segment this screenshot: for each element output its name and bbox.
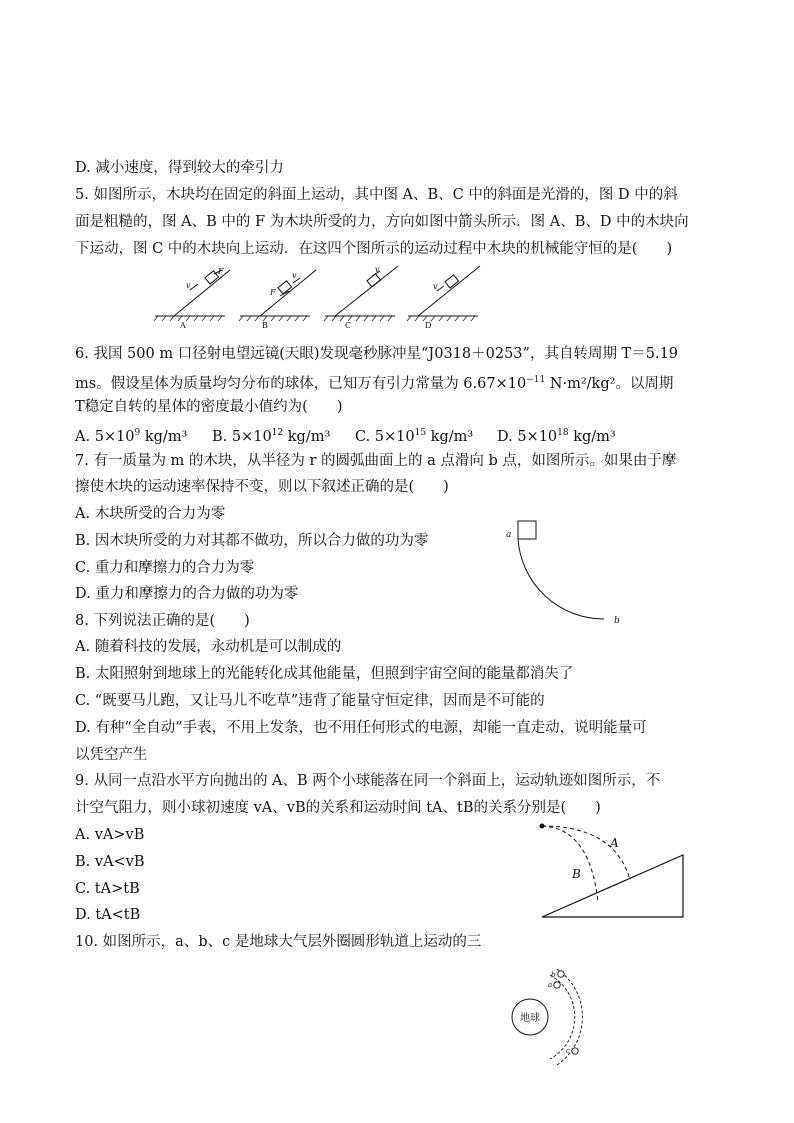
q9-option-a: A. vA>vB [75, 827, 145, 843]
q5-fig-a-velocity-label: v [186, 281, 191, 290]
q6-option-d: D. $5\times 10^{18}$ kg/m³ [497, 428, 616, 445]
q6-stem-line3: T稳定自转的星体的密度最小值约为( ) [75, 399, 343, 415]
q5-fig-c-velocity-label: v [375, 265, 380, 274]
q9-option-b: B. vA<vB [75, 854, 145, 870]
q10-orbit-figure [505, 965, 605, 1065]
q5-fig-label-b: B [262, 321, 268, 330]
q8-option-a: A. 随着科技的发展，永动机是可以制成的 [75, 639, 342, 655]
q5-fig-a-force-label: F [218, 267, 224, 276]
q9-stem-line2: 计空气阻力，则小球初速度 vA、vB的关系和运动时间 tA、tB的关系分别是( ) [75, 800, 601, 816]
q5-fig-b-force-label: F [270, 288, 276, 297]
q10-satellite-a [554, 982, 560, 988]
q7-option-b: B. 因木块所受的力对其都不做功，所以合力做的功为零 [75, 533, 429, 549]
q9-option-c: C. tA>tB [75, 881, 140, 897]
q9-option-d: D. tA<tB [75, 907, 141, 923]
q8-option-b: B. 太阳照射到地球上的光能转化成其他能量，但照到宇宙空间的能量都消失了 [75, 666, 574, 682]
q5-fig-label-d: D [425, 321, 432, 330]
q10-label-b: b [551, 971, 556, 979]
q8-stem: 8. 下列说法正确的是( ) [75, 613, 250, 629]
q5-stem-line3: 下运动，图 C 中的木块向上运动．在这四个图所示的运动过程中木块的机械能守恒的是( ) [75, 241, 673, 257]
q7-arc-figure [500, 515, 630, 625]
q9-label-a: A [610, 836, 619, 850]
q5-fig-label-a: A [180, 321, 186, 330]
q7-stem-line2: 擦使木块的运动速率保持不变，则以下叙述正确的是( ) [75, 479, 449, 495]
q10-satellite-c [572, 1048, 578, 1054]
q5-stem-line2: 面是粗糙的，图 A、B 中的 F 为木块所受的力，方向如图中箭头所示．图 A、B、D 中的木块向 [75, 214, 689, 230]
q6-stem-line2: ms。假设星体为质量均匀分布的球体，已知万有引力常量为 $6.67\times 10^{-11}$ N·m²/kg²。以周期 [75, 375, 674, 392]
q9-label-b: B [572, 867, 581, 881]
q10-stem-line1: 10. 如图所示，a、b、c 是地球大气层外圈圆形轨道上运动的三 [75, 934, 482, 950]
q7-option-d: D. 重力和摩擦力的合力做的功为零 [75, 586, 299, 602]
q5-fig-d-velocity-label: v [433, 282, 438, 291]
q7-block [518, 521, 536, 539]
q6-option-c: C. $5\times 10^{15}$ kg/m³ [355, 428, 474, 445]
q10-satellite-b [558, 971, 564, 977]
q7-stem-line1: 7. 有一质量为 m 的木块，从半径为 r 的圆弧曲面上的 a 点滑向 b 点，如图所示。如果由于摩 [75, 453, 677, 469]
q9-projectile-figure [535, 820, 690, 925]
q10-earth-label: 地球 [520, 1013, 540, 1024]
q6-option-a: A. $5\times 10^9$ kg/m³ [75, 428, 188, 445]
q9-stem-line1: 9. 从同一点沿水平方向抛出的 A、B 两个小球能落在同一个斜面上，运动轨迹如图所示，不 [75, 773, 661, 789]
q6-option-b: B. $5\times 10^{12}$ kg/m³ [212, 428, 331, 445]
q10-label-c: c [566, 1047, 570, 1055]
q7-point-b-label: b [614, 616, 620, 626]
q7-option-c: C. 重力和摩擦力的合力为零 [75, 560, 255, 576]
q8-option-d-line2: 以凭空产生 [75, 747, 148, 763]
q9-trajectory-a [542, 826, 630, 880]
q8-option-c: C. “既要马儿跑，又让马儿不吃草”违背了能量守恒定律，因而是不可能的 [75, 693, 545, 709]
q9-trajectory-b [542, 826, 598, 902]
q7-point-a-label: a [506, 530, 512, 540]
q6-stem-line1: 6. 我国 500 m 口径射电望远镜(天眼)发现毫秒脉冲星“J0318＋0253”，其自转周期 T＝5.19 [75, 346, 679, 362]
q9-incline [542, 855, 683, 917]
q10-label-a: a [548, 981, 553, 989]
q5-incline-figures [150, 262, 490, 332]
q7-option-a: A. 木块所受的合力为零 [75, 506, 226, 522]
q5-fig-label-c: C [345, 321, 352, 330]
q5-stem-line1: 5. 如图所示，木块均在固定的斜面上运动，其中图 A、B、C 中的斜面是光滑的，图 D 中的斜 [75, 187, 678, 203]
q7-arc [518, 539, 604, 619]
q5-fig-b-velocity-label: v [292, 271, 297, 280]
q10-orbit-inner [550, 975, 575, 1059]
q8-option-d-line1: D. 有种“全自动”手表，不用上发条，也不用任何形式的电源，却能一直走动，说明能量可 [75, 720, 647, 736]
q4-option-d: D. 减小速度，得到较大的牵引力 [75, 160, 284, 176]
